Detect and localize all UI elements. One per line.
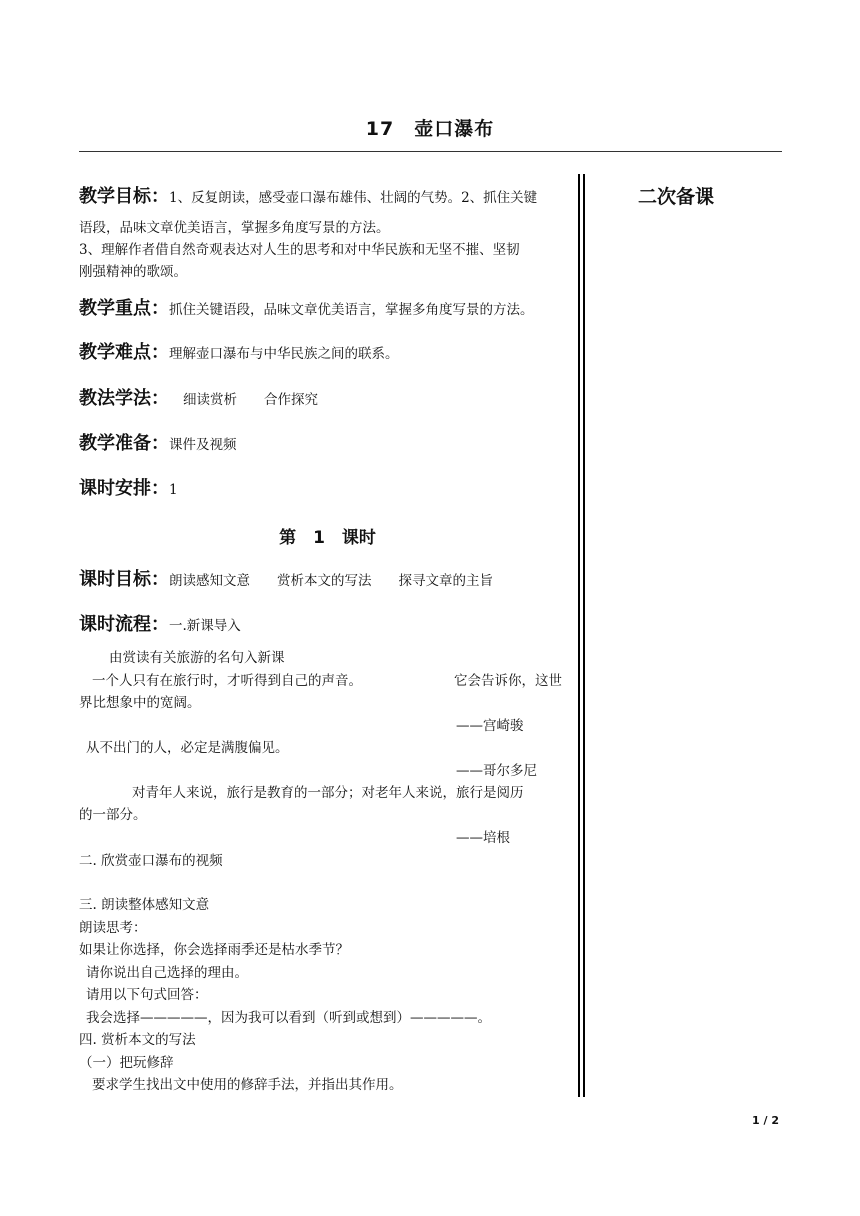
objectives-line: 教学目标：1、反复朗读，感受壶口瀑布雄伟、壮阔的气势。2、抓住关键: [79, 186, 538, 207]
section-4: 四. 赏析本文的写法: [79, 1032, 196, 1048]
quote-1-cont: 它会告诉你，这世: [454, 673, 562, 689]
intro-line: 由赏读有关旅游的名句入新课: [109, 650, 285, 666]
quote-1-end: 界比想象中的宽阔。: [79, 695, 201, 711]
process-label: 课时流程: [79, 614, 151, 635]
quote-1-author: ——宫崎骏: [456, 718, 524, 734]
objectives-text-3: 3、理解作者借自然奇观表达对人生的思考和对中华民族和无坚不摧、坚韧: [79, 242, 520, 258]
title-divider: [79, 151, 782, 152]
lesson-heading: 第 1 课时: [279, 528, 376, 548]
lesson-goal-line: 课时目标：朗读感知文意 赏析本文的写法 探寻文章的主旨: [79, 569, 493, 590]
hours-text: 1: [169, 482, 178, 498]
key-points-label: 教学重点: [79, 298, 151, 319]
lesson-goal-text: 朗读感知文意 赏析本文的写法 探寻文章的主旨: [169, 573, 493, 589]
question-1: 如果让你选择，你会选择雨季还是枯水季节？: [79, 942, 349, 958]
methods-line: 教法学法： 细读赏析 合作探究: [79, 388, 318, 409]
quote-3-author: ——培根: [456, 830, 510, 846]
column-divider-right: [583, 174, 585, 1097]
section-2: 二. 欣赏壶口瀑布的视频: [79, 853, 223, 869]
methods-text: 细读赏析 合作探究: [183, 392, 318, 408]
answer-template: 我会选择—————，因为我可以看到（听到或想到）—————。: [86, 1010, 491, 1026]
column-divider-left: [578, 174, 580, 1097]
section-3: 三. 朗读整体感知文意: [79, 897, 210, 913]
preparation-label: 教学准备: [79, 433, 151, 454]
preparation-line: 教学准备：课件及视频: [79, 433, 237, 454]
quote-2: 从不出门的人，必定是满腹偏见。: [86, 740, 289, 756]
quote-3: 对青年人来说，旅行是教育的一部分；对老年人来说，旅行是阅历: [132, 785, 524, 801]
key-points-text: 抓住关键语段，品味文章优美语言，掌握多角度写景的方法。: [169, 302, 534, 318]
think-label: 朗读思考：: [79, 920, 147, 936]
subsection-rhetoric: （一）把玩修辞: [79, 1055, 174, 1071]
objectives-text-1: 1、反复朗读，感受壶口瀑布雄伟、壮阔的气势。2、抓住关键: [169, 190, 538, 206]
page-number: 1 / 2: [752, 1114, 779, 1127]
lesson-goal-label: 课时目标: [79, 569, 151, 590]
quote-3-end: 的一部分。: [79, 807, 147, 823]
process-text: 一.新课导入: [169, 618, 241, 634]
difficulty-text: 理解壶口瀑布与中华民族之间的联系。: [169, 346, 399, 362]
hours-label: 课时安排: [79, 478, 151, 499]
objectives-label: 教学目标: [79, 186, 151, 207]
quote-1: 一个人只有在旅行时，才听得到自己的声音。: [92, 673, 362, 689]
rhetoric-task: 要求学生找出文中使用的修辞手法，并指出其作用。: [92, 1077, 403, 1093]
question-2: 请你说出自己选择的理由。: [86, 965, 248, 981]
process-line: 课时流程：一.新课导入: [79, 614, 241, 635]
difficulty-line: 教学难点：理解壶口瀑布与中华民族之间的联系。: [79, 342, 399, 363]
quote-2-author: ——哥尔多尼: [456, 763, 537, 779]
objectives-text-2: 语段，品味文章优美语言，掌握多角度写景的方法。: [79, 220, 390, 236]
difficulty-label: 教学难点: [79, 342, 151, 363]
question-3: 请用以下句式回答：: [86, 987, 208, 1003]
key-points-line: 教学重点：抓住关键语段，品味文章优美语言，掌握多角度写景的方法。: [79, 298, 534, 319]
hours-line: 课时安排：1: [79, 478, 178, 499]
objectives-text-4: 刚强精神的歌颂。: [79, 264, 187, 280]
sidebar-title: 二次备课: [638, 186, 715, 208]
document-title: 17 壶口瀑布: [365, 118, 495, 140]
methods-label: 教法学法: [79, 388, 151, 409]
preparation-text: 课件及视频: [169, 437, 237, 453]
